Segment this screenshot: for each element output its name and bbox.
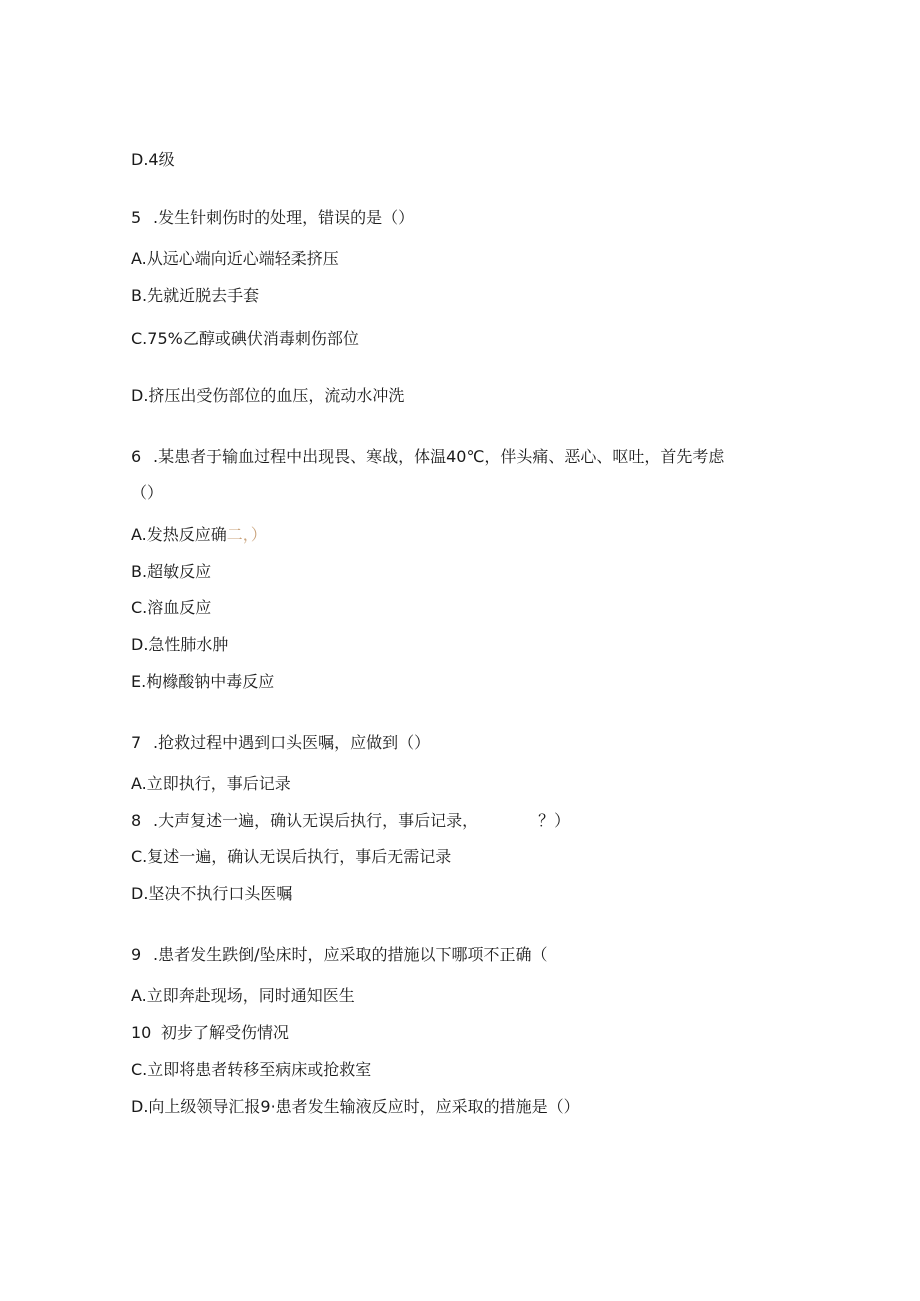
q5-option-c: C.75%乙醇或碘伏消毒刺伤部位: [131, 329, 359, 348]
question-text: .抢救过程中遇到口头医嘱，应做到（）: [153, 733, 431, 752]
q6-option-d: D.急性肺水肿: [131, 635, 229, 654]
q5-option-a: A.从远心端向近心端轻柔挤压: [131, 249, 339, 268]
q8-option-d: D.坚决不执行口头医嘱: [131, 884, 293, 903]
q6-option-a: [131, 524, 267, 546]
q9-option-a: A.立即奔赴现场，同时通知医生: [131, 986, 355, 1005]
q5-option-b: B.先就近脱去手套: [131, 286, 260, 305]
question-text: .大声复述一遍，确认无误后执行，事后记录，: [153, 811, 479, 830]
question-6: [131, 446, 724, 468]
question-text: .患者发生跌倒/坠床时，应采取的措施以下哪项不正确（: [153, 945, 548, 964]
question-number: 6: [131, 447, 142, 466]
question-number: 10: [131, 1023, 152, 1042]
q7-option-a: A.立即执行，事后记录: [131, 774, 291, 793]
question-7: [131, 732, 430, 754]
faint-overprint: 二，）: [226, 525, 267, 544]
q6-continuation: （）: [131, 483, 164, 502]
question-8: [131, 810, 570, 832]
q6-option-c: C.溶血反应: [131, 598, 212, 617]
question-number: 5: [131, 208, 142, 227]
option-text: A.发热反应确: [131, 525, 227, 544]
question-10: [131, 1022, 289, 1044]
q10-option-d: D.向上级领导汇报9·患者发生输液反应时，应采取的措施是（）: [131, 1097, 580, 1116]
q5-option-d: D.挤压出受伤部位的血压，流动水冲洗: [131, 386, 405, 405]
q10-option-c: C.立即将患者转移至病床或抢救室: [131, 1060, 372, 1079]
question-text: .某患者于输血过程中出现畏、寒战，体温40℃，伴头痛、恶心、呕吐，首先考虑: [153, 447, 725, 466]
question-text: 初步了解受伤情况: [161, 1023, 290, 1042]
question-number: 7: [131, 733, 142, 752]
option-d-level: D.4级: [131, 150, 175, 169]
question-text: .发生针刺伤时的处理，错误的是（）: [153, 208, 415, 227]
q6-option-b: B.超敏反应: [131, 562, 212, 581]
question-5: [131, 207, 414, 229]
question-9: [131, 944, 547, 966]
q8-option-c: C.复述一遍，确认无误后执行，事后无需记录: [131, 847, 452, 866]
question-number: 9: [131, 945, 142, 964]
question-tail: ？）: [538, 811, 571, 830]
q6-option-e: E.枸橼酸钠中毒反应: [131, 672, 275, 691]
question-number: 8: [131, 811, 142, 830]
